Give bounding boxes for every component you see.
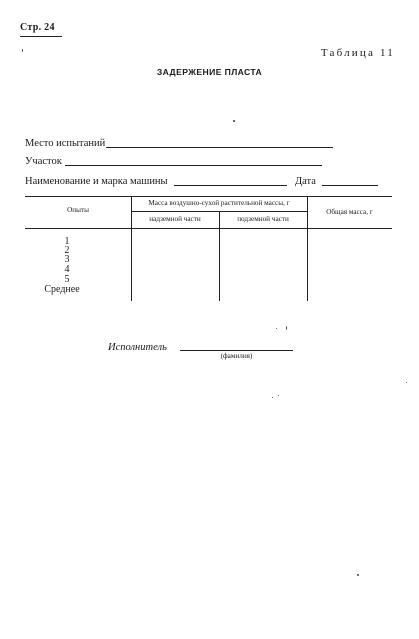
table-label: Таблица 11 [320,47,395,59]
table-row-5: 5 [64,274,70,285]
scan-speck [286,326,287,330]
col-divider-2 [219,211,220,301]
machine-field[interactable] [174,175,287,186]
executor-caption: (фамилия) [220,352,253,360]
table-row-1: 1 [64,236,70,247]
page-number-underline [20,36,62,37]
table-top-border [25,196,392,197]
test-site-field[interactable] [106,137,333,148]
plot-label: Участок [25,156,62,167]
document-title: ЗАДЕРЖЕНИЕ ПЛАСТА [156,67,263,77]
table-row-2: 2 [64,245,70,256]
test-site-label: Место испытаний [25,138,106,149]
table-row-3: 3 [64,254,70,265]
scan-speck [278,395,279,396]
header-bottom-border [25,228,392,229]
date-field[interactable] [322,175,378,186]
machine-label: Наименование и марка машины [25,176,168,187]
scan-speck [406,382,407,383]
executor-label: Исполнитель [108,342,167,353]
page-number: Стр. 24 [20,22,55,33]
scan-speck [22,49,23,52]
date-label: Дата [295,176,316,187]
plot-field[interactable] [65,155,322,166]
table-row-4: 4 [64,264,70,275]
table-row-average: Среднее [44,284,80,295]
scan-speck [357,574,359,576]
scan-speck [272,397,273,398]
col-divider-1 [131,196,132,301]
header-mass-group: Масса воздушно-сухой растительной массы, г [148,199,290,207]
header-above-ground: надземной части [149,215,201,223]
header-total-mass: Общая масса, г [326,208,373,216]
executor-signature-line[interactable] [180,350,293,351]
header-trials: Опыты [67,206,89,214]
header-below-ground: подземной части [237,215,289,223]
scan-speck [233,120,235,122]
scan-speck [276,328,277,329]
